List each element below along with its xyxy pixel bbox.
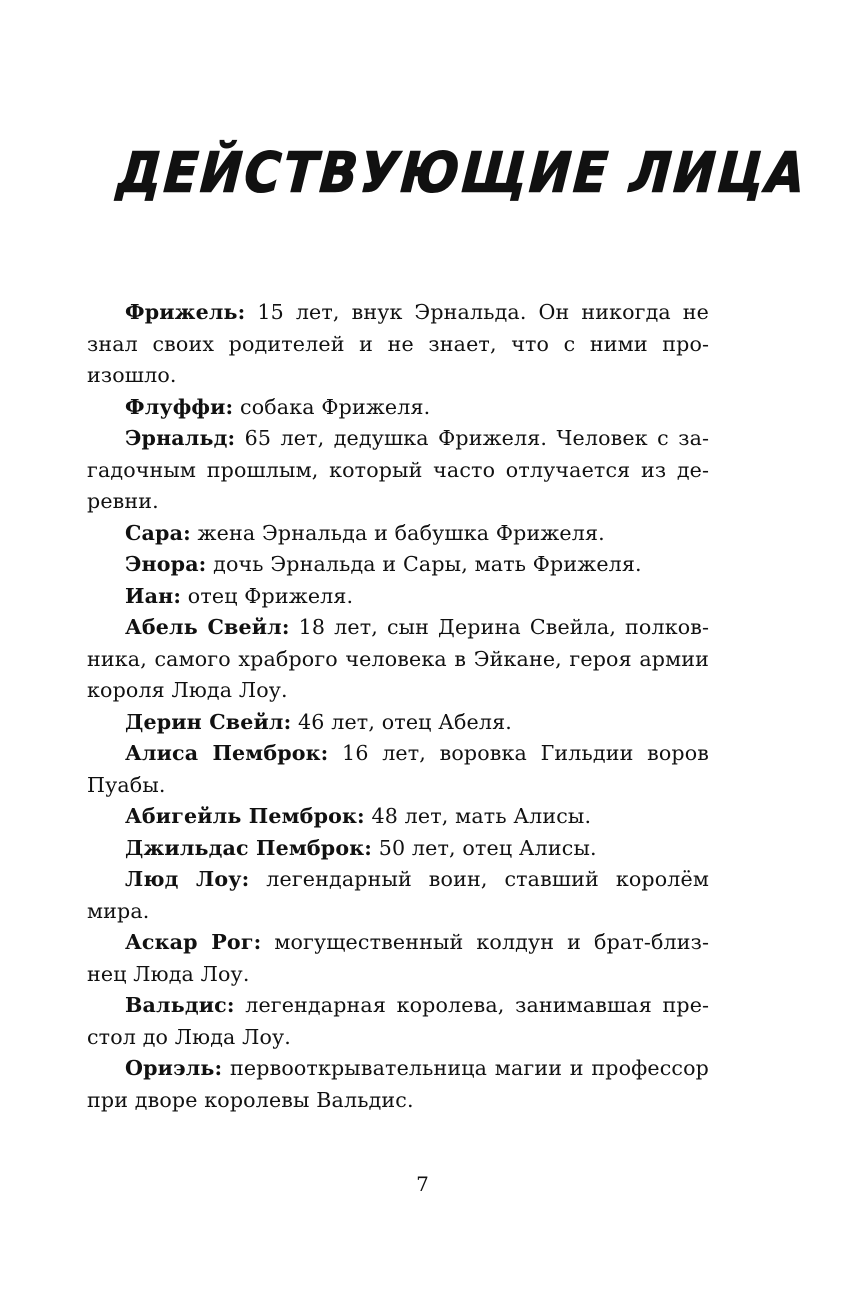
character-entry <box>87 864 709 927</box>
character-entry <box>87 801 709 833</box>
character-description: 46 лет, отец Абеля. <box>291 709 512 734</box>
character-description: 18 лет, сын Дерина Свейла, полковника, самого храброго человека в Эйкане, героя армии короля Люда Лоу. <box>87 615 709 702</box>
character-name: Энора: <box>125 552 207 576</box>
character-name: Эрнальд: <box>125 426 236 450</box>
character-name: Флуффи: <box>125 394 234 419</box>
character-description: отец Фрижеля. <box>181 583 354 608</box>
character-entry <box>87 549 709 581</box>
character-list <box>87 297 709 1116</box>
character-entry <box>87 833 709 865</box>
character-name: Джильдас Пемброк: <box>125 835 372 860</box>
character-name: Дерин Свейл: <box>125 709 292 734</box>
character-entry <box>87 392 709 424</box>
character-name: Иан: <box>125 583 182 608</box>
character-entry <box>87 581 709 613</box>
character-entry <box>87 1053 709 1116</box>
character-entry <box>87 990 709 1053</box>
character-entry <box>87 707 709 739</box>
character-description: 15 лет, внук Эрнальда. Он никогда не знал своих родителей и не знает, что с ними произошло. <box>87 300 709 387</box>
character-name: Абель Свейл: <box>125 615 290 639</box>
character-entry <box>87 927 709 990</box>
page-title: ДЕЙСТВУЮЩИЕ ЛИЦА <box>115 141 810 205</box>
character-name: Люд Лоу: <box>125 867 250 891</box>
character-name: Абигейль Пемброк: <box>125 804 365 828</box>
character-description: жена Эрнальда и бабушка Фрижеля. <box>190 520 605 545</box>
character-description: 48 лет, мать Алисы. <box>364 804 592 828</box>
character-description: легендарная королева, занимавшая престол до Люда Лоу. <box>87 993 709 1049</box>
character-entry <box>87 423 709 518</box>
character-name: Аскар Рог: <box>125 930 262 954</box>
character-description: дочь Эрнальда и Сары, мать Фрижеля. <box>206 552 642 576</box>
character-description: могущественный колдун и брат-близнец Люда Лоу. <box>87 930 709 986</box>
character-entry <box>87 612 709 707</box>
character-entry <box>87 738 709 801</box>
character-name: Алиса Пемброк: <box>125 741 329 765</box>
character-description: 16 лет, воровка Гильдии воров Пуабы. <box>87 741 709 797</box>
character-description: 50 лет, отец Алисы. <box>372 835 597 860</box>
character-entry <box>87 518 709 550</box>
character-description: первооткрывательница магии и профессор при дворе королевы Вальдис. <box>87 1056 709 1112</box>
character-name: Ориэль: <box>125 1056 223 1080</box>
character-name: Сара: <box>125 520 191 545</box>
character-name: Вальдис: <box>125 993 235 1017</box>
character-name: Фрижель: <box>125 300 246 324</box>
character-entry <box>87 297 709 392</box>
character-description: 65 лет, дедушка Фрижеля. Человек с загадочным прошлым, который часто отлучается из деревни. <box>87 426 709 513</box>
character-description: легендарный воин, ставший королём мира. <box>87 867 710 923</box>
page-number: 7 <box>416 1172 429 1196</box>
character-description: собака Фрижеля. <box>233 394 431 419</box>
